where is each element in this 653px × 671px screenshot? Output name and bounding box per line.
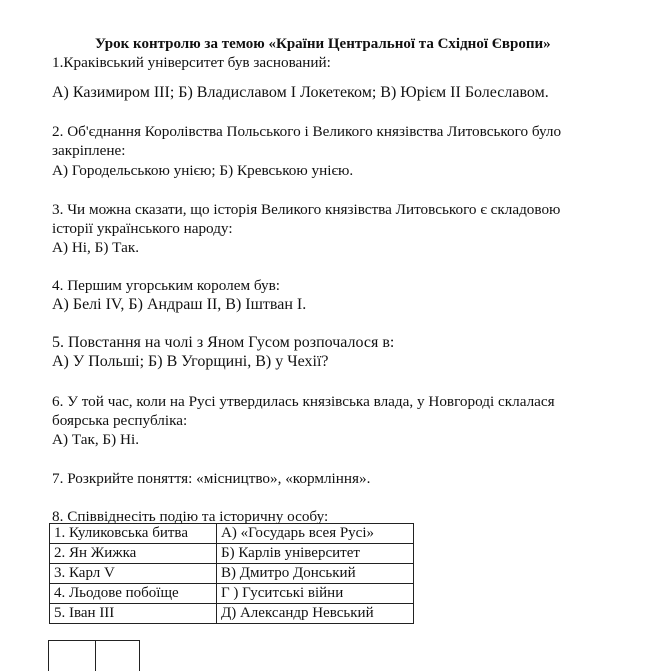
question-6-text: 6. У той час, коли на Русі утвердилась князівська влада, у Новгороді склалася	[52, 393, 555, 410]
question-7-text: 7. Розкрийте поняття: «місництво», «кормління».	[52, 470, 371, 487]
event-cell: 2. Ян Жижка	[50, 544, 217, 564]
event-cell: 4. Льодове побоїще	[50, 584, 217, 604]
question-2-text: 2. Об'єднання Королівства Польського і Великого князівства Литовського було	[52, 123, 562, 140]
table-row	[50, 524, 414, 544]
event-cell: 1. Куликовська битва	[50, 524, 217, 544]
matching-table	[49, 523, 414, 624]
question-4-answers: А) Белі IV, Б) Андраш ІІ, В) Іштван І.	[52, 296, 307, 313]
answer-grid-stub	[48, 640, 140, 671]
question-2-text-cont: закріплене:	[52, 142, 126, 159]
question-4-text: 4. Першим угорським королем був:	[52, 277, 280, 294]
person-cell: А) «Государь всея Русі»	[217, 524, 414, 544]
person-cell: В) Дмитро Донський	[217, 564, 414, 584]
question-3-text: 3. Чи можна сказати, що історія Великого князівства Литовського є складовою	[52, 201, 561, 218]
person-cell: Д) Александр Невський	[217, 604, 414, 624]
question-1-text: 1.Краківський університет був заснований:	[52, 54, 331, 71]
person-cell: Б) Карлів університет	[217, 544, 414, 564]
question-6-text-cont: боярська республіка:	[52, 412, 188, 429]
answer-grid-divider	[95, 641, 96, 671]
question-5-text: 5. Повстання на чолі з Яном Гусом розпочалося в:	[52, 334, 395, 351]
event-cell: 5. Іван ІІІ	[50, 604, 217, 624]
table-row	[50, 604, 414, 624]
event-cell: 3. Карл V	[50, 564, 217, 584]
question-3-answers: А) Ні, Б) Так.	[52, 239, 139, 256]
person-cell: Г ) Гуситські війни	[217, 584, 414, 604]
question-8-text: 8. Співвіднесіть подію та історичну особу:	[52, 508, 329, 525]
worksheet-title: Урок контролю за темою «Країни Центральної та Східної Європи»	[95, 36, 551, 52]
question-1-answers: А) Казимиром ІІІ; Б) Владиславом І Локетеком; В) Юрієм ІІ Болеславом.	[52, 84, 549, 101]
question-5-answers: А) У Польші; Б) В Угорщині, В) у Чехії?	[52, 353, 329, 370]
question-6-answers: А) Так, Б) Ні.	[52, 431, 139, 448]
question-2-answers: А) Городельською унією; Б) Кревською унією.	[52, 162, 354, 179]
table-row	[50, 544, 414, 564]
table-row	[50, 584, 414, 604]
question-3-text-cont: історії українського народу:	[52, 220, 233, 237]
table-row	[50, 564, 414, 584]
